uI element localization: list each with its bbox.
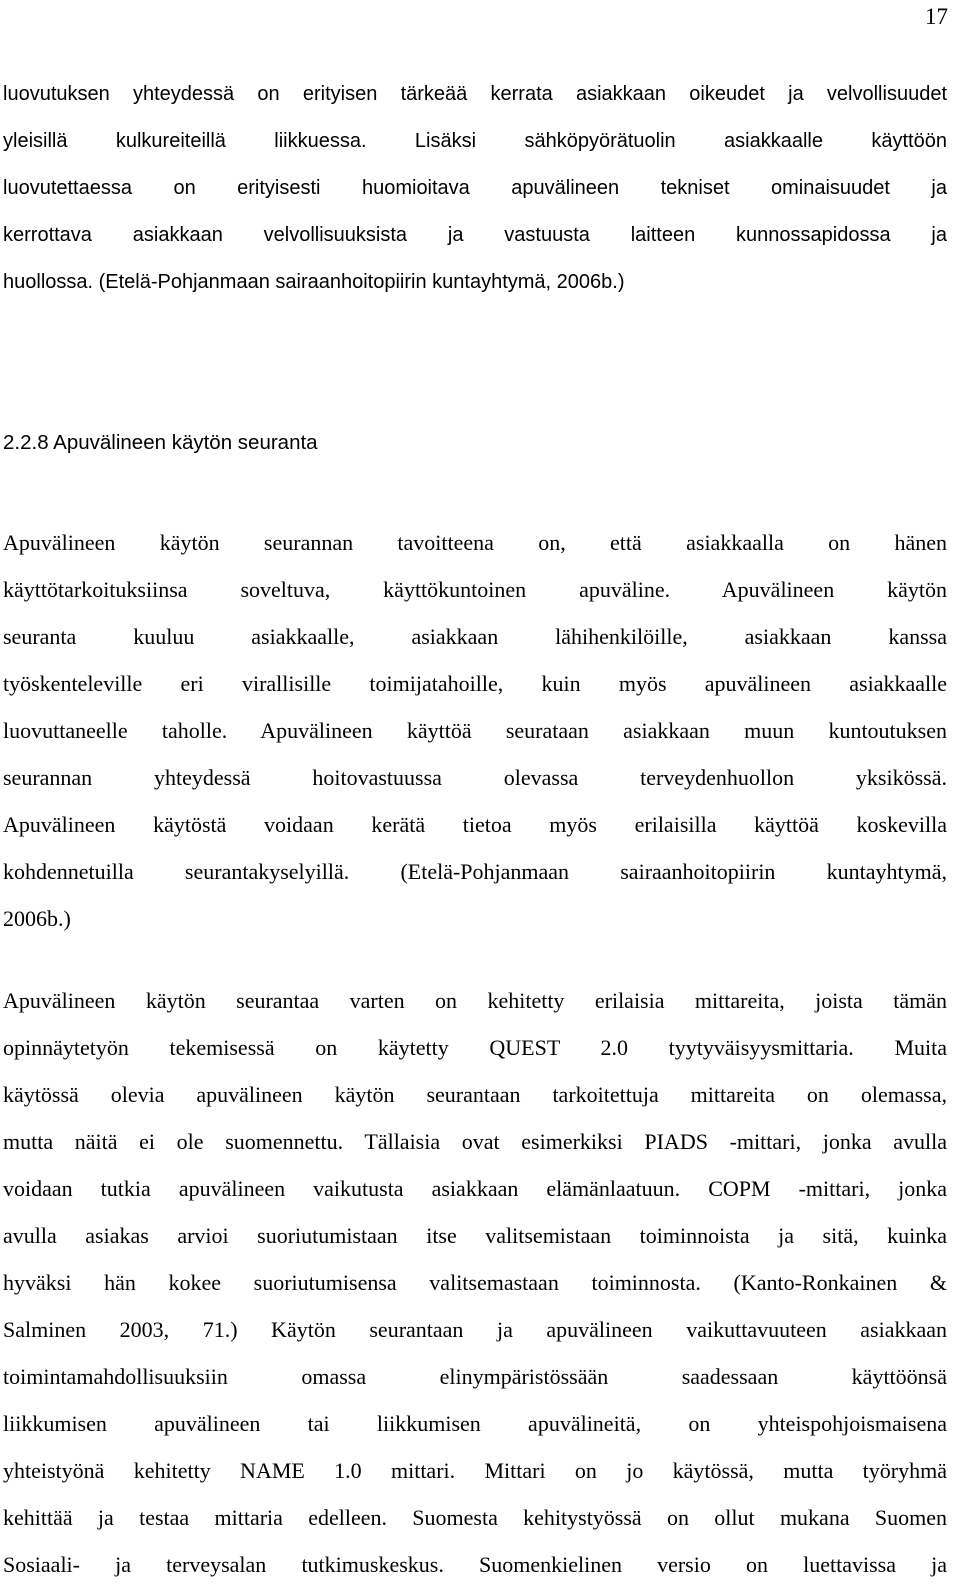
paragraph-line: seuranta kuuluu asiakkaalle, asiakkaan lähihenkilöille, asiakkaan kanssa xyxy=(3,624,947,649)
page-number: 17 xyxy=(925,4,948,29)
paragraph-line: yleisillä kulkureiteillä liikkuessa. Lisäksi sähköpyörätuolin asiakkaalle käyttöön xyxy=(3,130,947,152)
paragraph-line: seurannan yhteydessä hoitovastuussa olevassa terveydenhuollon yksikössä. xyxy=(3,765,947,790)
paragraph-line: Apuvälineen käytön seurantaa varten on kehitetty erilaisia mittareita, joista tämän xyxy=(3,988,947,1013)
paragraph-line: huollossa. (Etelä-Pohjanmaan sairaanhoitopiirin kuntayhtymä, 2006b.) xyxy=(3,271,625,293)
paragraph-line: mutta näitä ei ole suomennettu. Tällaisia ovat esimerkiksi PIADS -mittari, jonka avulla xyxy=(3,1129,947,1154)
paragraph-line: Apuvälineen käytön seurannan tavoitteena on, että asiakkaalla on hänen xyxy=(3,530,947,555)
paragraph-line: käytössä olevia apuvälineen käytön seurantaan tarkoitettuja mittareita on olemassa, xyxy=(3,1082,947,1107)
paragraph-line: luovutuksen yhteydessä on erityisen tärkeää kerrata asiakkaan oikeudet ja velvollisuudet xyxy=(3,83,947,105)
section-heading: 2.2.8 Apuvälineen käytön seuranta xyxy=(3,431,318,454)
paragraph-line: voidaan tutkia apuvälineen vaikutusta asiakkaan elämänlaatuun. COPM -mittari, jonka xyxy=(3,1176,947,1201)
paragraph-line: hyväksi hän kokee suoriutumisensa valitsemastaan toiminnosta. (Kanto-Ronkainen & xyxy=(3,1270,947,1295)
paragraph-line: opinnäytetyön tekemisessä on käytetty QUEST 2.0 tyytyväisyysmittaria. Muita xyxy=(3,1035,947,1060)
paragraph-line: kohdennetuilla seurantakyselyillä. (Etelä-Pohjanmaan sairaanhoitopiirin kuntayhtymä, xyxy=(3,859,947,884)
paragraph-line: Apuvälineen käytöstä voidaan kerätä tietoa myös erilaisilla käyttöä koskevilla xyxy=(3,812,947,837)
paragraph-line: luovutettaessa on erityisesti huomioitava apuvälineen tekniset ominaisuudet ja xyxy=(3,177,947,199)
paragraph-line: Sosiaali- ja terveysalan tutkimuskeskus. Suomenkielinen versio on luettavissa ja xyxy=(3,1552,947,1577)
paragraph-line: 2006b.) xyxy=(3,906,71,931)
paragraph-line: Salminen 2003, 71.) Käytön seurantaan ja apuvälineen vaikuttavuuteen asiakkaan xyxy=(3,1317,947,1342)
paragraph-line: yhteistyönä kehitetty NAME 1.0 mittari. Mittari on jo käytössä, mutta työryhmä xyxy=(3,1458,947,1483)
paragraph-line: luovuttaneelle taholle. Apuvälineen käyttöä seurataan asiakkaan muun kuntoutuksen xyxy=(3,718,947,743)
paragraph-line: työskenteleville eri virallisille toimijatahoille, kuin myös apuvälineen asiakkaalle xyxy=(3,671,947,696)
paragraph-line: käyttötarkoituksiinsa soveltuva, käyttökuntoinen apuväline. Apuvälineen käytön xyxy=(3,577,947,602)
paragraph-line: avulla asiakas arvioi suoriutumistaan itse valitsemistaan toiminnoista ja sitä, kuinka xyxy=(3,1223,947,1248)
paragraph-line: toimintamahdollisuuksiin omassa elinympäristössään saadessaan käyttöönsä xyxy=(3,1364,947,1389)
paragraph-line: kerrottava asiakkaan velvollisuuksista ja vastuusta laitteen kunnossapidossa ja xyxy=(3,224,947,246)
paragraph-line: kehittää ja testaa mittaria edelleen. Suomesta kehitystyössä on ollut mukana Suomen xyxy=(3,1505,947,1530)
paragraph-line: liikkumisen apuvälineen tai liikkumisen apuvälineitä, on yhteispohjoismaisena xyxy=(3,1411,947,1436)
